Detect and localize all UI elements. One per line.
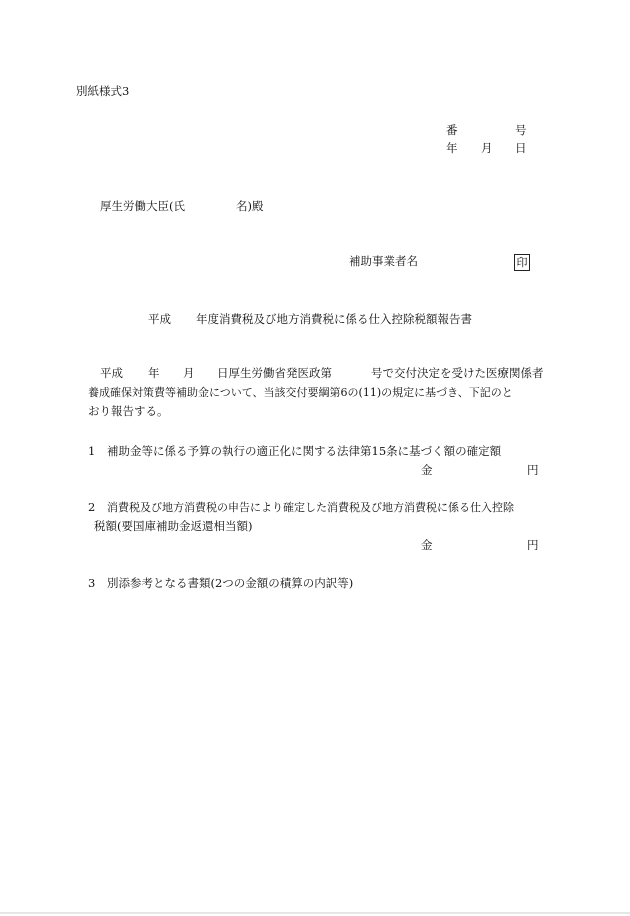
- document-title: 年度消費税及び地方消費税に係る仕入控除税額報告書: [196, 312, 472, 326]
- form-id: 別紙様式3: [76, 84, 130, 98]
- body-line1-rest: 号で交付決定を受けた医療関係者: [371, 366, 544, 380]
- body-line3: おり報告する。: [88, 404, 169, 418]
- addressee-suffix: 名)殿: [236, 199, 264, 213]
- addressee-prefix: 厚生労働大臣(氏: [100, 199, 185, 213]
- item-1-amount-prefix: 金: [421, 463, 433, 477]
- body-month: 月: [183, 366, 195, 380]
- item-2-amount-suffix: 円: [527, 538, 539, 552]
- number-label: 番: [446, 123, 458, 137]
- date-year-label: 年: [446, 141, 458, 155]
- page-bottom-edge: [0, 912, 630, 914]
- body-year: 年: [148, 366, 160, 380]
- item-2-text-cont: 税額(要国庫補助金返還相当額): [94, 519, 253, 533]
- body-day-text: 日厚生労働省発医政第: [217, 366, 332, 380]
- seal-mark: 印: [514, 254, 530, 271]
- item-1-number: 1: [88, 444, 96, 458]
- number-suffix: 号: [515, 123, 527, 137]
- title-era: 平成: [148, 312, 171, 326]
- date-month-label: 月: [481, 141, 493, 155]
- item-3-number: 3: [88, 576, 96, 590]
- item-1-amount-suffix: 円: [527, 463, 539, 477]
- item-2-number: 2: [88, 500, 96, 514]
- body-line2: 養成確保対策費等補助金について、当該交付要綱第6の(11)の規定に基づき、下記のと: [88, 386, 513, 399]
- item-2-text: 消費税及び地方消費税の申告により確定した消費税及び地方消費税に係る仕入控除: [107, 501, 514, 514]
- item-1-text: 補助金等に係る予算の執行の適正化に関する法律第15条に基づく額の確定額: [107, 444, 502, 458]
- date-day-label: 日: [515, 141, 527, 155]
- applicant-label: 補助事業者名: [349, 254, 418, 268]
- body-era: 平成: [100, 366, 123, 380]
- item-3-text: 別添参考となる書類(2つの金額の積算の内訳等): [107, 576, 354, 590]
- item-2-amount-prefix: 金: [421, 538, 433, 552]
